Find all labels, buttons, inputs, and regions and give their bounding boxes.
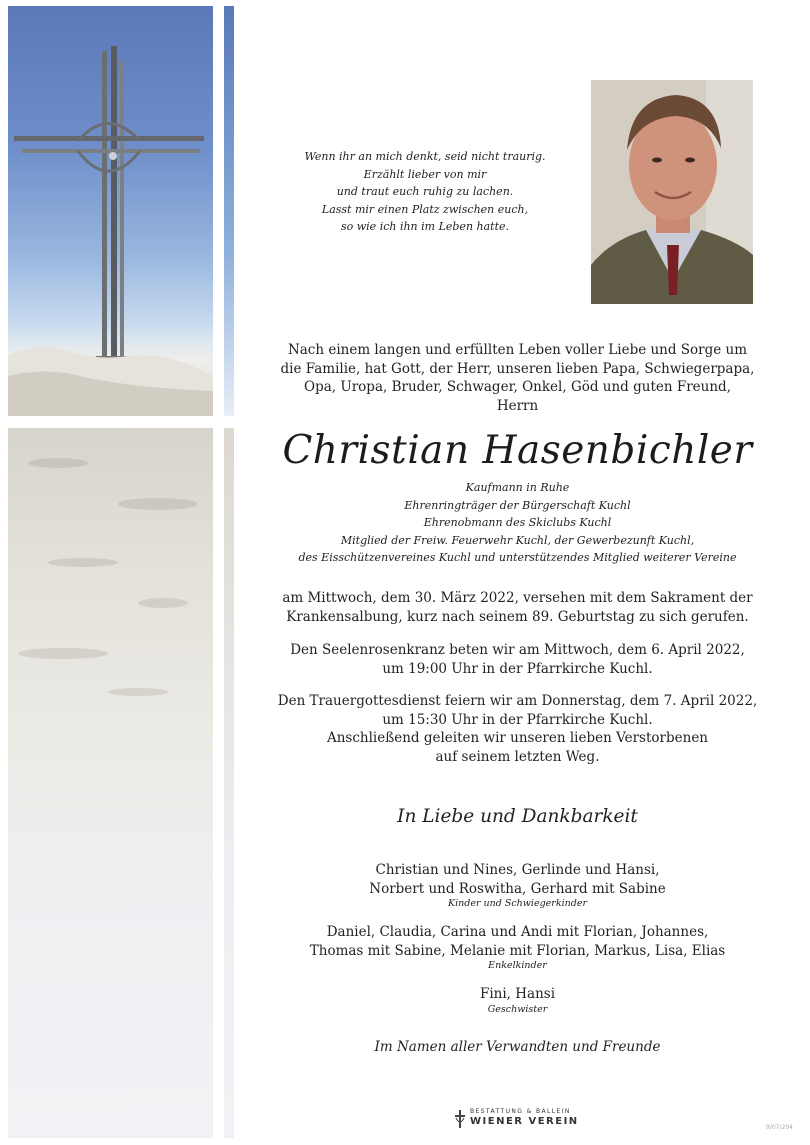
rock-photo-strip	[224, 428, 234, 1138]
poem-line: Lasst mir einen Platz zwischen euch,	[321, 202, 529, 216]
portrait-photo	[591, 80, 753, 304]
logo-top-text: BESTATTUNG & BALLEIN	[470, 1108, 571, 1115]
mourners-children	[240, 861, 795, 910]
poem-line: Erzählt lieber von mir	[363, 167, 487, 181]
poem	[270, 148, 580, 236]
poem-line: so wie ich ihn im Leben hatte.	[340, 220, 510, 233]
mourners-siblings	[240, 985, 795, 1016]
funeral-notice	[240, 692, 795, 766]
death-notice	[240, 589, 795, 626]
relation-label: Geschwister	[487, 1003, 548, 1015]
summit-cross-photo	[8, 6, 213, 416]
rosary-notice	[240, 641, 795, 678]
intro-line: Opa, Uropa, Bruder, Schwager, Onkel, Göd und guten Freund,	[304, 379, 731, 395]
title-line: des Eisschützenvereines Kuchl und unterstützendes Mitglied weiterer Vereine	[298, 551, 737, 564]
intro-line: Nach einem langen und erfüllten Leben voller Liebe und Sorge um	[287, 342, 748, 358]
intro-text	[240, 341, 795, 415]
intro-line: Herrn	[496, 397, 539, 414]
funeral-home-logo	[452, 1108, 587, 1130]
deceased-titles	[240, 479, 795, 567]
intro-line: die Familie, hat Gott, der Herr, unseren lieben Papa, Schwiegerpapa,	[280, 360, 755, 377]
title-line: Ehrenringträger der Bürgerschaft Kuchl	[404, 498, 631, 512]
funeral-line: Anschließend geleiten wir unseren lieben Verstorbenen	[326, 730, 709, 746]
title-line: Ehrenobmann des Skiclubs Kuchl	[423, 516, 612, 529]
death-line: am Mittwoch, dem 30. März 2022, versehen mit dem Sakrament der	[282, 590, 753, 606]
poem-line: Wenn ihr an mich denkt, seid nicht traurig.	[304, 150, 546, 163]
rosary-line: Den Seelenrosenkranz beten wir am Mittwoch, dem 6. April 2022,	[290, 642, 745, 658]
rosary-line: um 19:00 Uhr in der Pfarrkirche Kuchl.	[382, 660, 653, 677]
funeral-line: auf seinem letzten Weg.	[435, 748, 600, 765]
mourners-grandchildren	[240, 923, 795, 972]
rock-texture-photo	[8, 428, 213, 1138]
mourner-line: Thomas mit Sabine, Melanie mit Florian, Markus, Lisa, Elias	[309, 942, 726, 959]
poem-line: und traut euch ruhig zu lachen.	[336, 185, 514, 198]
title-line: Mitglied der Freiw. Feuerwehr Kuchl, der Gewerbezunft Kuchl,	[340, 533, 695, 547]
logo-bottom-text: WIENER VEREIN	[470, 1116, 579, 1127]
death-line: Krankensalbung, kurz nach seinem 89. Geburtstag zu sich gerufen.	[286, 608, 749, 625]
relation-label: Enkelkinder	[488, 960, 547, 971]
mourner-line: Norbert und Roswitha, Gerhard mit Sabine	[369, 880, 666, 897]
cross-logo-icon	[454, 1110, 466, 1128]
funeral-line: um 15:30 Uhr in der Pfarrkirche Kuchl.	[382, 711, 653, 728]
title-line: Kaufmann in Ruhe	[465, 481, 570, 494]
mourner-line: Fini, Hansi	[479, 986, 556, 1002]
summit-photo-strip	[224, 6, 234, 416]
gratitude-heading: In Liebe und Dankbarkeit	[397, 806, 638, 827]
document-code: 9/07/204	[766, 1124, 793, 1131]
closing-line: Im Namen aller Verwandten und Freunde	[374, 1039, 661, 1055]
relation-label: Kinder und Schwiegerkinder	[448, 898, 587, 909]
deceased-name: Christian Hasenbichler	[282, 428, 753, 473]
mourner-line: Daniel, Claudia, Carina und Andi mit Florian, Johannes,	[326, 924, 709, 940]
mourner-line: Christian und Nines, Gerlinde und Hansi,	[375, 862, 660, 878]
funeral-line: Den Trauergottesdienst feiern wir am Donnerstag, dem 7. April 2022,	[277, 693, 758, 709]
